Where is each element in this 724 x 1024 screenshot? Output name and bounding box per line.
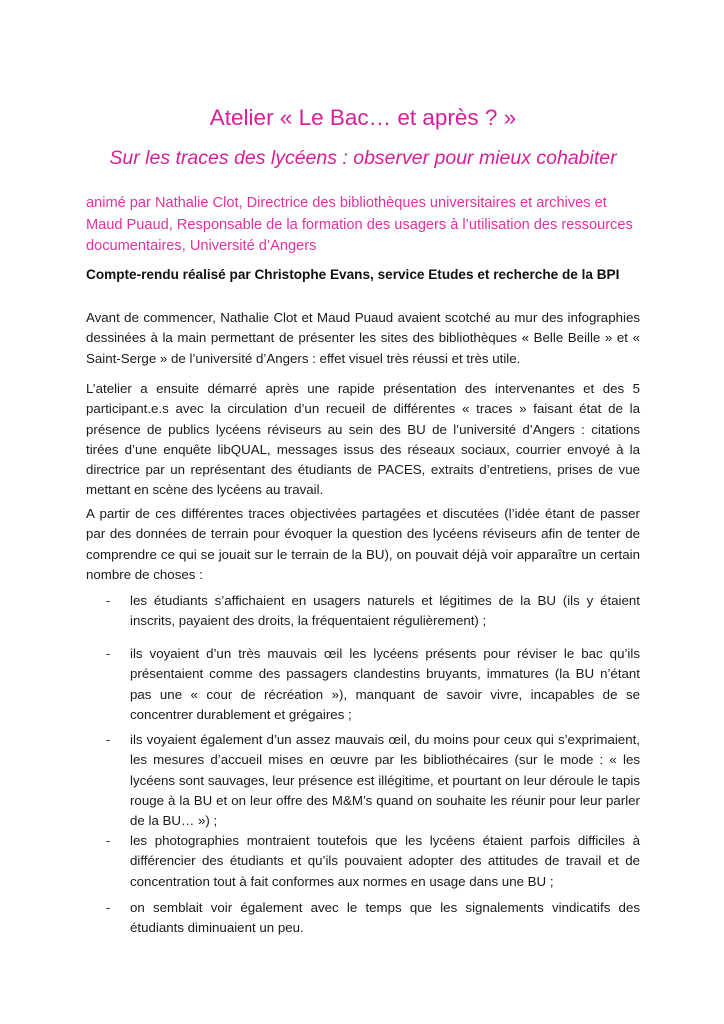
paragraph: L’atelier a ensuite démarré après une rapide présentation des intervenantes et des 5 participant.e.s avec la circulation d’un recueil de différentes « traces » faisant état de la présence de publics lycéens réviseurs au sein des BU de l’université d’Angers : citations tirées d’une enquête libQUAL, messages issus des réseaux sociaux, courrier envoyé à la directrice par un représentant des étudiants de PACES, extraits d’entretiens, prises de vue mettant en scène des lycéens au travail.	[86, 381, 640, 498]
list-item-text: ils voyaient également d’un assez mauvais œil, du moins pour ceux qui s’exprimaient, les mesures d’accueil mises en œuvre par les bibliothécaires (sur le mode : « les lycéens sont sauvages, leur présence est illégitime, et pourtant on leur déroule le tapis rouge à la BU et on leur offre des M&M’s quand on souhaite les réunir pour leur parler de la BU… ») ;	[130, 732, 640, 829]
bullet-dash-icon: -	[106, 900, 111, 915]
list-item-text: ils voyaient d’un très mauvais œil les lycéens présents pour réviser le bac qu’ils présentaient comme des passagers clandestins bruyants, immatures (la BU n’étant pas une « cour de récréation »), manquant de savoir vivre, incapables de se concentrer durablement et grégaires ;	[130, 646, 640, 722]
document-title: Atelier « Le Bac… et après ? »	[209, 105, 517, 130]
paragraph: Avant de commencer, Nathalie Clot et Maud Puaud avaient scotché au mur des infographies dessinées à la main permettant de présenter les sites des bibliothèques « Belle Beille » et « Saint-Serge » de l’université d’Angers : effet visuel très réussi et très utile.	[86, 310, 640, 366]
paragraph: A partir de ces différentes traces objectivées partagées et discutées (l’idée étant de passer par des données de terrain pour évoquer la question des lycéens réviseurs afin de tenter de comprendre ce qui se jouait sur le terrain de la BU), on pouvait déjà voir apparaître un certain nombre de choses :	[86, 506, 640, 582]
list-item-text: les étudiants s’affichaient en usagers naturels et légitimes de la BU (ils y étaient inscrits, payaient des droits, la fréquentaient régulièrement) ;	[130, 593, 640, 629]
document-subtitle: Sur les traces des lycéens : observer pour mieux cohabiter	[109, 147, 617, 169]
list-item-text: les photographies montraient toutefois que les lycéens étaient parfois difficiles à différencier des étudiants et qu’ils pouvaient adopter des attitudes de travail et de concentration tout à fait conformes aux normes en usage dans une BU ;	[130, 833, 640, 889]
report-credit: Compte-rendu réalisé par Christophe Evans, service Etudes et recherche de la BPI	[86, 267, 620, 282]
bullet-dash-icon: -	[106, 593, 111, 608]
bullet-dash-icon: -	[106, 646, 111, 661]
bullet-dash-icon: -	[106, 732, 111, 747]
animators-credit: animé par Nathalie Clot, Directrice des bibliothèques universitaires et archives et Maud Puaud, Responsable de la formation des usagers à l’utilisation des ressources documentaires, Université d’Angers	[86, 195, 633, 254]
bullet-dash-icon: -	[106, 833, 111, 848]
list-item-text: on semblait voir également avec le temps que les signalements vindicatifs des étudiants diminuaient un peu.	[130, 900, 640, 936]
